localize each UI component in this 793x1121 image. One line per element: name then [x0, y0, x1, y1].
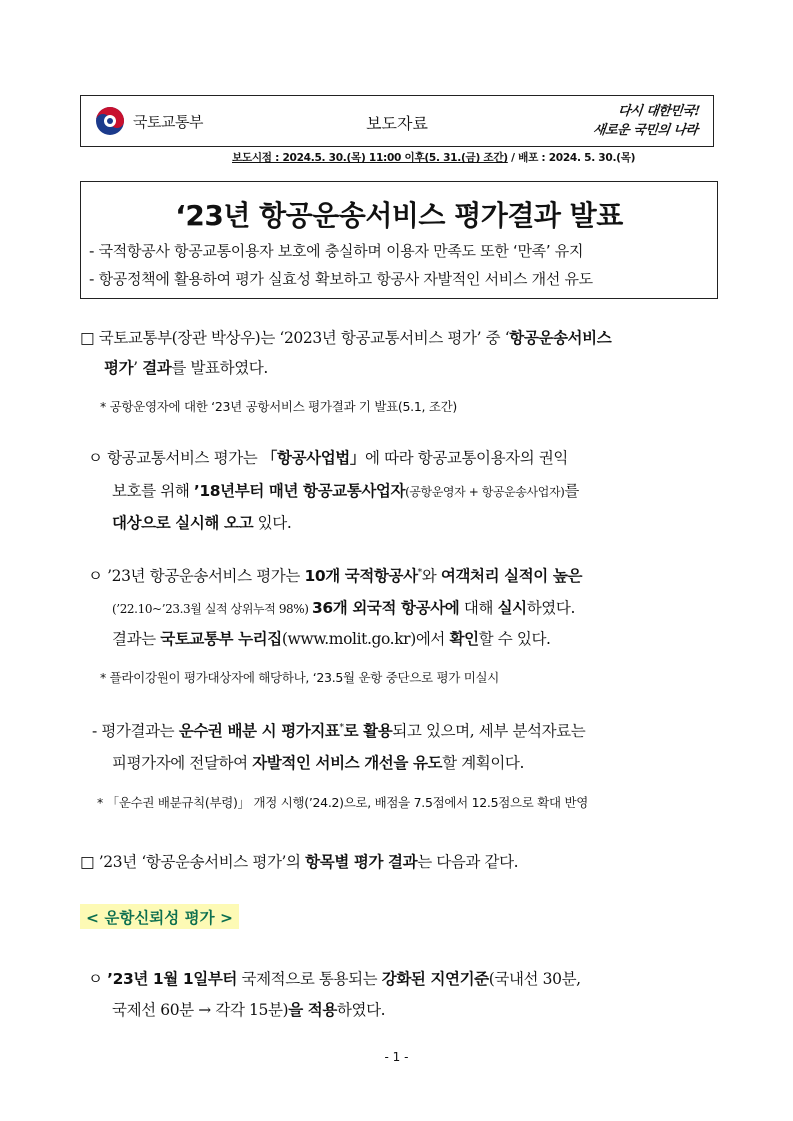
- text-span: 하였다.: [336, 1001, 386, 1019]
- emphasis: 여객처리 실적이 높은: [440, 567, 583, 585]
- text-span: ’: [133, 359, 143, 377]
- paragraph-1-line-1: [80, 326, 611, 348]
- slogan-line-1: 다시 대한민국!: [617, 104, 701, 119]
- emphasis: 항목별 평가 결과: [305, 853, 418, 871]
- emphasis: 「항공사업법」: [261, 449, 365, 467]
- document-type: 보도자료: [366, 114, 428, 133]
- text-span: 하였다.: [526, 599, 575, 617]
- paragraph-4-line-2: [112, 751, 524, 773]
- text-span: 와: [421, 567, 441, 585]
- emphasis: 로 활용: [343, 722, 393, 740]
- footnote-marker: *: [339, 722, 344, 733]
- text-span: 할 수 있다.: [478, 630, 551, 648]
- text-span: 를 발표하였다.: [171, 359, 268, 377]
- paragraph-1-line-2: [104, 356, 268, 378]
- text-span: (www.molit.go.kr)에서: [281, 630, 450, 648]
- emphasis: ’18년부터 매년 항공교통사업자: [193, 482, 406, 500]
- footnote-2: * 플라이강원이 평가대상자에 해당하나, ‘23.5월 운항 중단으로 평가 미실시: [100, 670, 500, 685]
- release-info: [232, 150, 712, 165]
- subtitle-2: - 항공정책에 활용하여 평가 실효성 확보하고 항공사 자발적인 서비스 개선 유도: [89, 270, 593, 288]
- text-span: ㅇ ’23년 항공운송서비스 평가는: [88, 567, 305, 585]
- paragraph-2-line-1: [88, 446, 568, 468]
- text-span: 에 따라 항공교통이용자의 권익: [364, 449, 568, 467]
- paragraph-2-line-3: [112, 511, 291, 533]
- text-span: 국제선 60분 → 각각 15분): [112, 1001, 289, 1019]
- emphasis: 을 적용: [288, 1001, 337, 1019]
- paragraph-4-line-1: [92, 719, 585, 741]
- text-span: 국제적으로 통용되는: [237, 970, 382, 988]
- text-span: - 평가결과는: [92, 722, 179, 740]
- emphasis: 운수권 배분 시 평가지표: [178, 722, 340, 740]
- paragraph-2-line-2: [112, 479, 579, 501]
- text-span: 는 다음과 같다.: [417, 853, 519, 871]
- text-span: (’22.10~’23.3월 실적 상위누적 98%): [112, 602, 312, 616]
- logo-text: 국토교통부: [133, 112, 203, 131]
- footnote-3: * 「운수권 배분규칙(부령)」 개정 시행(’24.2)으로, 배점을 7.5점에서 12.5점으로 확대 반영: [97, 795, 589, 810]
- paragraph-6-line-1: [88, 967, 581, 989]
- text-span: ㅇ: [88, 970, 108, 988]
- text-span: 되고 있으며, 세부 분석자료는: [392, 722, 586, 740]
- emphasis: 국토교통부 누리집: [160, 630, 282, 648]
- release-time: 보도시점 : 2024.5. 30.(목) 11:00 이후(5. 31.(금) 조간): [232, 152, 508, 164]
- emphasis: 10개 국적항공사: [304, 567, 418, 585]
- text-span: ㅇ 항공교통서비스 평가는: [88, 449, 262, 467]
- emphasis: 강화된 지연기준: [381, 970, 489, 988]
- paragraph-5: [80, 850, 518, 872]
- emphasis: 결과: [142, 359, 172, 377]
- header-box: [80, 95, 714, 147]
- footnote-1: * 공항운영자에 대한 ‘23년 공항서비스 평가결과 기 발표(5.1, 조간): [100, 399, 457, 414]
- text-span: □ ’23년 ‘항공운송서비스 평가’의: [80, 853, 306, 871]
- emphasis: 자발적인 서비스 개선을 유도: [252, 754, 443, 772]
- emphasis: 대상으로 실시해 오고: [112, 514, 254, 532]
- text-span: 있다.: [253, 514, 292, 532]
- paragraph-3-line-2: [112, 596, 575, 618]
- text-span: 를: [564, 482, 579, 500]
- emphasis: 항공운송서비스: [509, 329, 612, 347]
- text-span: 피평가자에 전달하여: [112, 754, 253, 772]
- emphasis: 실시: [497, 599, 527, 617]
- emphasis: 평가: [104, 359, 134, 377]
- emphasis: 확인: [449, 630, 479, 648]
- section-header: < 운항신뢰성 평가 >: [80, 904, 239, 929]
- text-span: (국내선 30분,: [488, 970, 581, 988]
- paragraph-3-line-1: [88, 564, 582, 586]
- distribution-date: / 배포 : 2024. 5. 30.(목): [507, 152, 636, 164]
- footnote-marker: *: [417, 567, 422, 578]
- title-box: [80, 181, 718, 299]
- text-span: □ 국토교통부(장관 박상우)는 ‘2023년 항공교통서비스 평가’ 중 ‘: [80, 329, 510, 347]
- subtitle-1: - 국적항공사 항공교통이용자 보호에 충실하며 이용자 만족도 또한 ‘만족’ 유지: [89, 242, 584, 260]
- slogan-line-2: 새로운 국민의 나라: [592, 123, 699, 138]
- page-title: ‘23년 항공운송서비스 평가결과 발표: [175, 199, 623, 232]
- paragraph-3-line-3: [112, 627, 551, 649]
- slogan: [592, 102, 701, 140]
- paragraph-6-line-2: [112, 998, 385, 1020]
- page-number: - 1 -: [384, 1050, 409, 1064]
- emphasis: ’23년 1월 1일부터: [107, 970, 237, 988]
- text-span: (공항운영자 + 항공운송사업자): [405, 485, 565, 499]
- text-span: 할 계획이다.: [442, 754, 525, 772]
- emphasis: 36개 외국적 항공사에: [312, 599, 460, 617]
- text-span: 대해: [459, 599, 498, 617]
- text-span: 결과는: [112, 630, 161, 648]
- text-span: 보호를 위해: [112, 482, 194, 500]
